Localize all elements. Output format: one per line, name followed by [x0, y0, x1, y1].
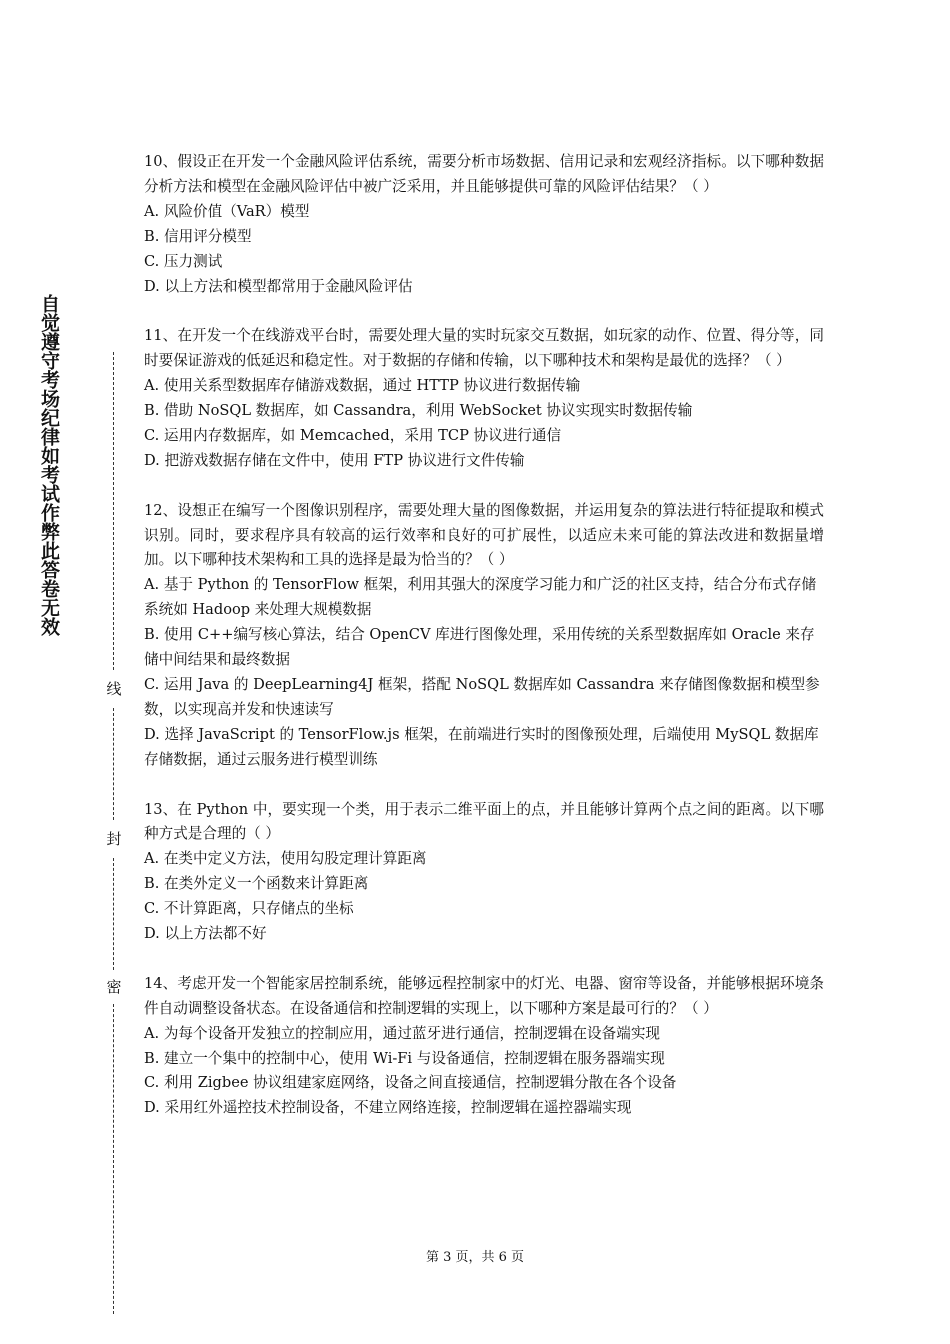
question-stem: 10、假设正在开发一个金融风险评估系统，需要分析市场数据、信用记录和宏观经济指标。以下哪种数据分析方法和模型在金融风险评估中被广泛采用，并且能够提供可靠的风险评估结果？（ ）: [144, 153, 824, 195]
option-b: B. 借助 NoSQL 数据库，如 Cassandra，利用 WebSocket 协议实现实时数据传输: [144, 402, 693, 420]
question-13: [144, 798, 824, 947]
option-a: A. 基于 Python 的 TensorFlow 框架，利用其强大的深度学习能力和广泛的社区支持，结合分布式存储系统如 Hadoop 来处理大规模数据: [144, 576, 817, 619]
question-stem: 13、在 Python 中，要实现一个类，用于表示二维平面上的点，并且能够计算两个点之间的距离。以下哪种方式是合理的（ ）: [144, 800, 824, 843]
binding-mark-line: 线: [104, 680, 124, 698]
binding-dashed-line: [113, 858, 114, 970]
question-stem: 12、设想正在编写一个图像识别程序，需要处理大量的图像数据，并运用复杂的算法进行特征提取和模式识别。同时，要求程序具有较高的运行效率和良好的可扩展性，以适应未来可能的算法改进和数据量增加。以下哪种技术架构和工具的选择是最为恰当的？（ ）: [144, 501, 824, 569]
binding-dashed-line: [113, 708, 114, 820]
question-stem: 14、考虑开发一个智能家居控制系统，能够远程控制家中的灯光、电器、窗帘等设备，并能够根据环境条件自动调整设备状态。在设备通信和控制逻辑的实现上，以下哪种方案是最可行的？（ ）: [144, 974, 824, 1017]
option-b: B. 使用 C++编写核心算法，结合 OpenCV 库进行图像处理，采用传统的关系型数据库如 Oracle 来存储中间结果和最终数据: [144, 626, 815, 669]
option-c: C. 利用 Zigbee 协议组建家庭网络，设备之间直接通信，控制逻辑分散在各个设备: [144, 1074, 677, 1092]
question-14: [144, 972, 824, 1121]
option-b: B. 建立一个集中的控制中心，使用 Wi-Fi 与设备通信，控制逻辑在服务器端实现: [144, 1049, 665, 1067]
binding-mark-secret: 密: [104, 978, 124, 996]
option-a: A. 使用关系型数据库存储游戏数据，通过 HTTP 协议进行数据传输: [144, 377, 581, 395]
page-number: 第 3 页，共 6 页: [425, 1250, 525, 1265]
option-c: C. 压力测试: [144, 252, 223, 270]
question-11: [144, 324, 824, 473]
option-c: C. 运用 Java 的 DeepLearning4J 框架，搭配 NoSQL 数据库如 Cassandra 来存储图像数据和模型参数，以实现高并发和快速读写: [144, 676, 820, 718]
option-a: A. 为每个设备开发独立的控制应用，通过蓝牙进行通信，控制逻辑在设备端实现: [144, 1024, 661, 1042]
option-c: C. 不计算距离，只存储点的坐标: [144, 900, 354, 918]
option-b: B. 信用评分模型: [144, 227, 252, 245]
question-10: [144, 150, 824, 299]
binding-mark-seal: 封: [104, 830, 124, 848]
option-d: D. 采用红外遥控技术控制设备，不建立网络连接，控制逻辑在遥控器端实现: [144, 1099, 632, 1117]
binding-dashed-line: [113, 1004, 114, 1314]
option-a: A. 风险价值（VaR）模型: [144, 202, 310, 220]
exam-discipline-notice: 自觉遵守考场纪律如考试作弊此答卷无效: [38, 294, 60, 636]
option-d: D. 选择 JavaScript 的 TensorFlow.js 框架，在前端进行实时的图像预处理，后端使用 MySQL 数据库存储数据，通过云服务进行模型训练: [144, 725, 819, 768]
binding-dashed-line: [113, 352, 114, 670]
option-b: B. 在类外定义一个函数来计算距离: [144, 875, 369, 893]
option-d: D. 把游戏数据存储在文件中，使用 FTP 协议进行文件传输: [144, 451, 525, 469]
option-d: D. 以上方法和模型都常用于金融风险评估: [144, 277, 413, 295]
question-12: [144, 499, 824, 773]
option-d: D. 以上方法都不好: [144, 925, 267, 943]
question-stem: 11、在开发一个在线游戏平台时，需要处理大量的实时玩家交互数据，如玩家的动作、位置、得分等，同时要保证游戏的低延迟和稳定性。对于数据的存储和传输，以下哪种技术和架构是最优的选择？（ ）: [144, 327, 824, 370]
question-list: [144, 150, 824, 1146]
option-a: A. 在类中定义方法，使用勾股定理计算距离: [144, 850, 427, 868]
option-c: C. 运用内存数据库，如 Memcached，采用 TCP 协议进行通信: [144, 426, 562, 444]
